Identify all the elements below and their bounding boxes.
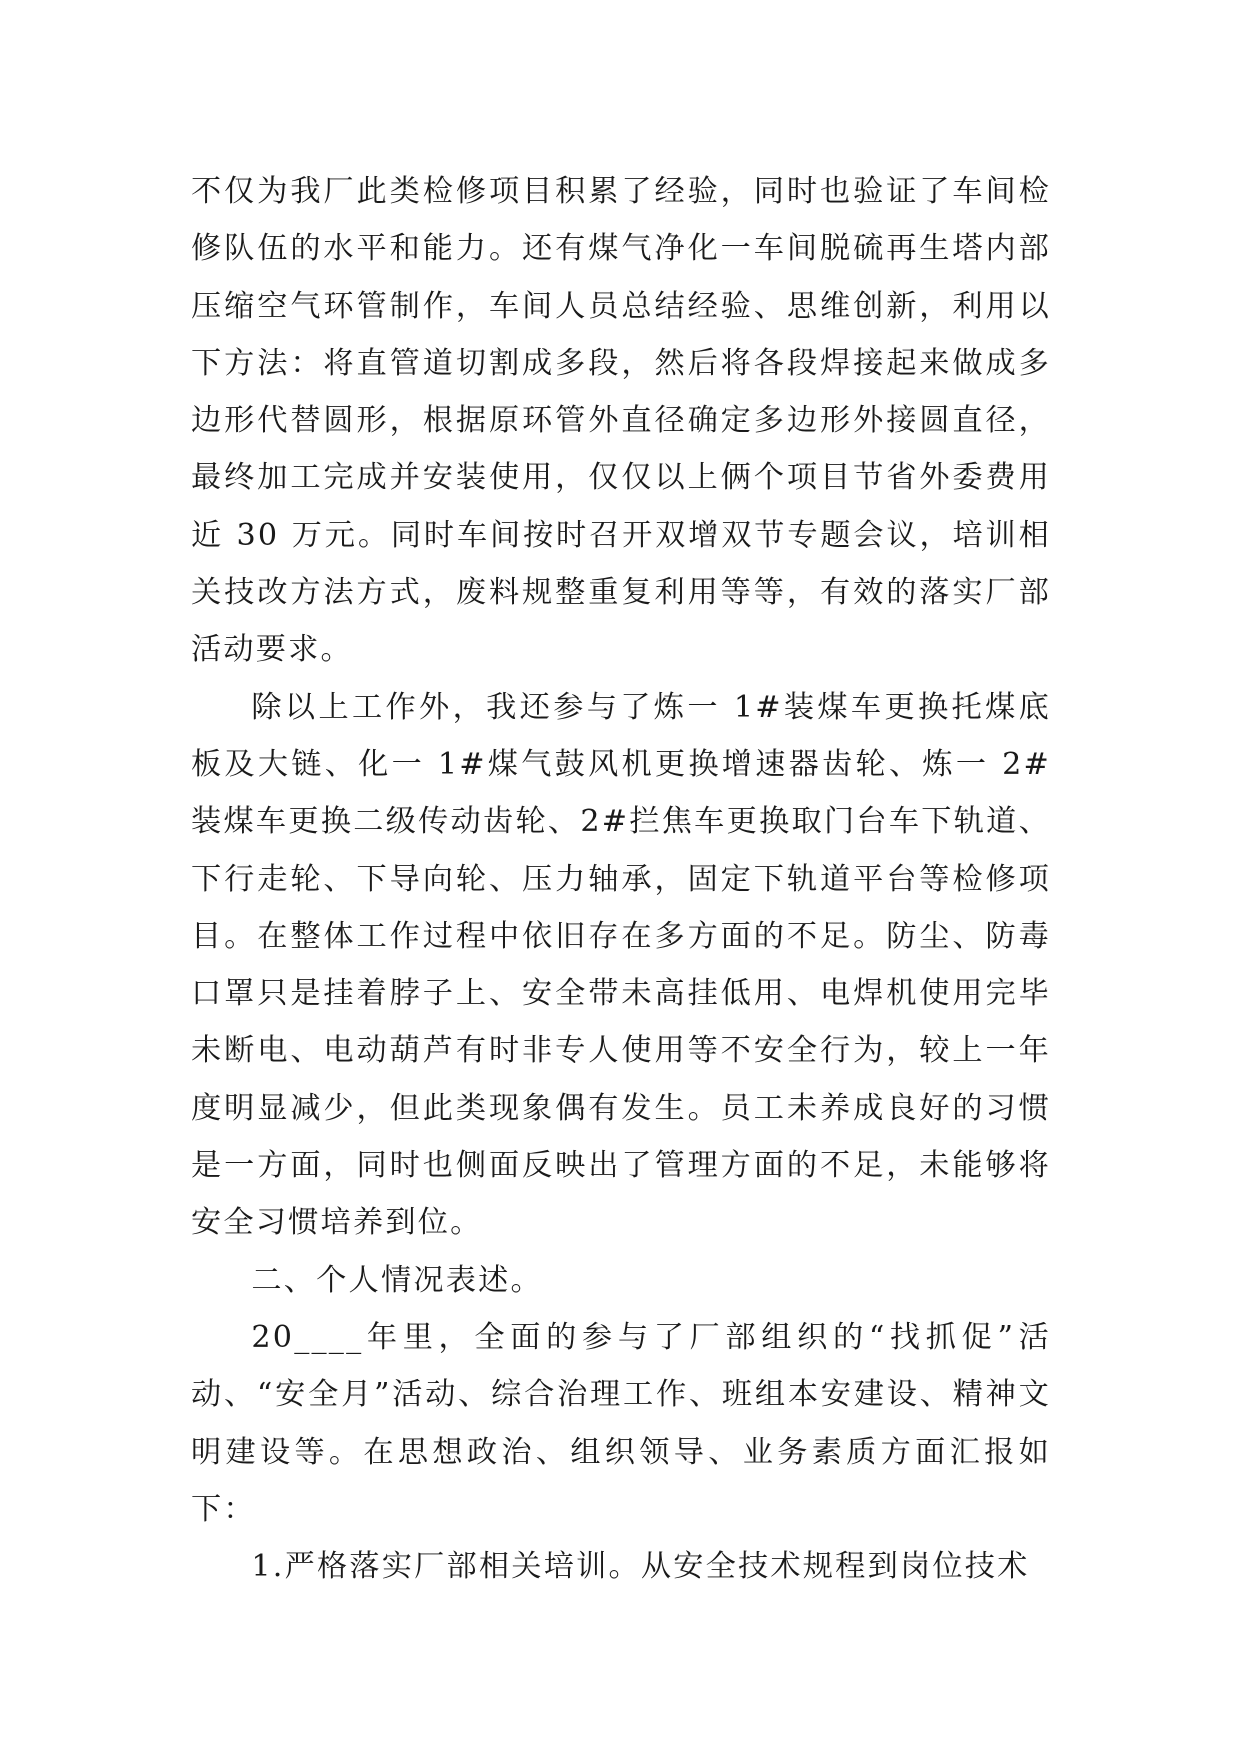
paragraph-continuation: 不仅为我厂此类检修项目积累了经验，同时也验证了车间检修队伍的水平和能力。还有煤气净化一车间脱硫再生塔内部压缩空气环管制作，车间人员总结经验、思维创新，利用以下方法：将直管道切割成多段，然后将各段焊接起来做成多边形代替圆形，根据原环管外直径确定多边形外接圆直径，最终加工完成并安装使用，仅仅以上俩个项目节省外委费用近 30 万元。同时车间按时召开双增双节专题会议，培训相关技改方法方式，废料规整重复利用等等，有效的落实厂部活动要求。 <box>191 174 1051 668</box>
document-body <box>191 163 1051 1595</box>
paragraph-other-work: 除以上工作外，我还参与了炼一 1#装煤车更换托煤底板及大链、化一 1#煤气鼓风机更换增速器齿轮、炼一 2#装煤车更换二级传动齿轮、2#拦焦车更换取门台车下轨道、下行走轮、下导向轮、压力轴承，固定下轨道平台等检修项目。在整体工作过程中依旧存在多方面的不足。防尘、防毒口罩只是挂着脖子上、安全带未高挂低用、电焊机使用完毕未断电、电动葫芦有时非专人使用等不安全行为，较上一年度明显减少，但此类现象偶有发生。员工未养成良好的习惯是一方面，同时也侧面反映出了管理方面的不足，未能够将安全习惯培养到位。 <box>191 689 1051 1241</box>
section-heading-personal: 二、个人情况表述。 <box>251 1262 543 1298</box>
paragraph-training: 1.严格落实厂部相关培训。从安全技术规程到岗位技术 <box>251 1549 1030 1585</box>
paragraph-activities: 20____年里，全面的参与了厂部组织的“找抓促”活动、“安全月”活动、综合治理工作、班组本安建设、精神文明建设等。在思想政治、组织领导、业务素质方面汇报如下： <box>191 1319 1051 1527</box>
